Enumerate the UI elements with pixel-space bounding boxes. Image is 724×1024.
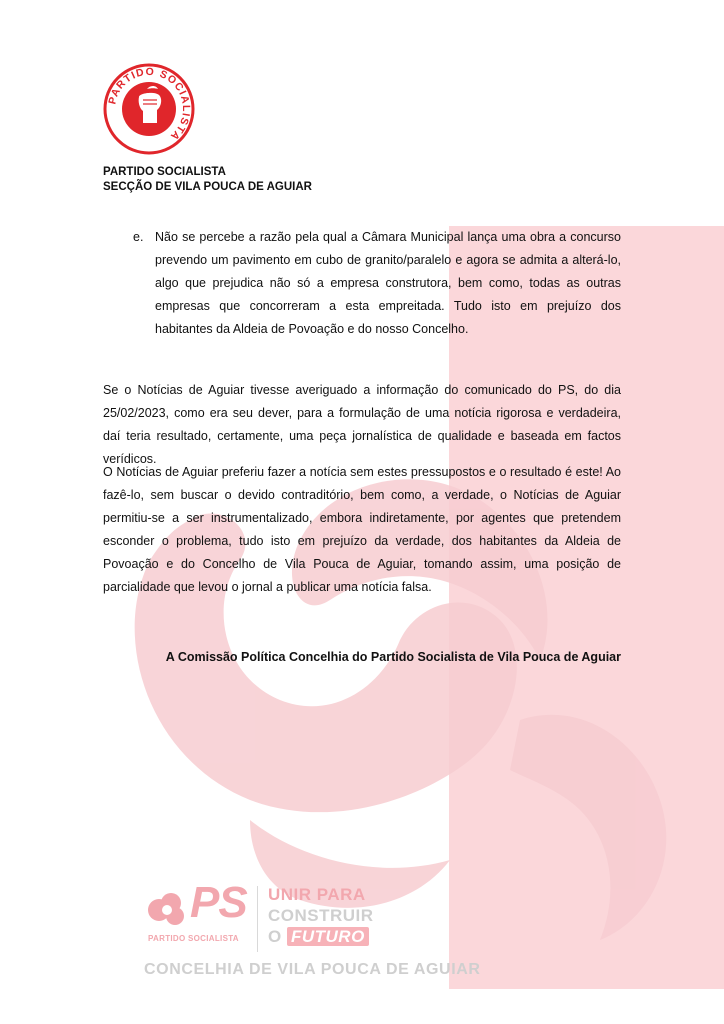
list-item	[133, 226, 621, 341]
paragraph-2: O Notícias de Aguiar preferiu fazer a notícia sem estes pressupostos e o resultado é este! Ao fazê-lo, sem buscar o devido contraditório, bem como, a verdade, o Notícias de Aguiar permitiu-se a ser instrumentalizado, embora indiretamente, por agentes que pretendem esconder o problema, tudo isto em prejuízo da verdade, dos habitantes da Aldeia de Povoação e do Concelho de Vila Pouca de Aguiar, tomando assim, uma posição de parcialidade que levou o jornal a publicar uma notícia falsa.	[103, 465, 621, 594]
org-name: PARTIDO SOCIALISTA	[103, 166, 226, 178]
org-section: SECÇÃO DE VILA POUCA DE AGUIAR	[103, 181, 312, 193]
party-logo	[103, 63, 195, 155]
slogan-line-3	[268, 926, 374, 947]
organization-header	[103, 165, 312, 195]
slogan-futuro: FUTURO	[287, 927, 369, 946]
paragraph-1: Se o Notícias de Aguiar tivesse averiguado a informação do comunicado do PS, do dia 25/02/2023, como era seu dever, para a formulação de uma notícia rigorosa e verdadeira, daí teria resultado, certamente, uma peça jornalística de qualidade e baseada em factos verídicos.	[103, 383, 621, 466]
logo-ring-text: PARTIDO SOCIALISTA	[106, 65, 193, 143]
slogan-line-2: CONSTRUIR	[268, 906, 374, 925]
ps-rose-icon	[145, 888, 191, 930]
slogan-line-1: UNIR PARA	[268, 885, 366, 904]
list-marker: e.	[133, 230, 144, 244]
slogan	[268, 884, 374, 947]
ps-wordmark: PS	[190, 878, 247, 927]
footer-branding	[140, 878, 481, 984]
footer-divider	[257, 886, 258, 952]
ps-subtitle: PARTIDO SOCIALISTA	[148, 934, 239, 943]
concelhia-label: CONCELHIA DE VILA POUCA DE AGUIAR	[144, 961, 481, 978]
list-item-text: Não se percebe a razão pela qual a Câmara Municipal lança uma obra a concurso prevendo um pavimento em cubo de granito/paralelo e agora se admita a alterá-lo, algo que prejudica não só a empresa construtora, bem como, todas as outras empresas que concorreram a esta empreitada. Tudo isto em prejuízo dos habitantes da Aldeia de Povoação e do nosso Concelho.	[155, 230, 621, 336]
signature: A Comissão Política Concelhia do Partido Socialista de Vila Pouca de Aguiar	[165, 650, 621, 664]
slogan-o: O	[268, 927, 282, 946]
